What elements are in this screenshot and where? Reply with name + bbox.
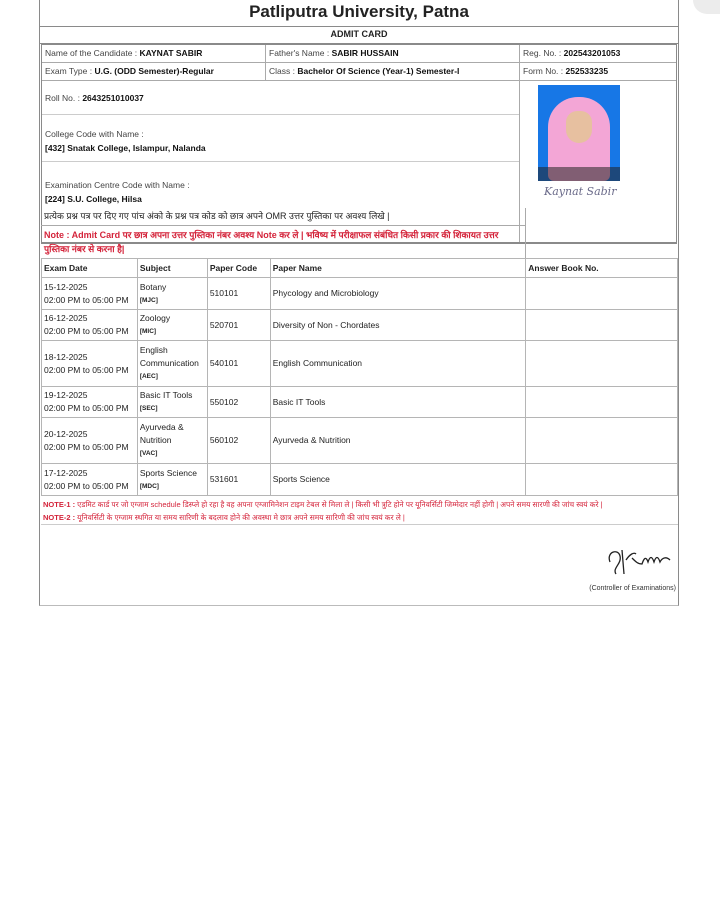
paper-code-cell: 560102 bbox=[207, 418, 270, 464]
table-row bbox=[42, 387, 678, 418]
father-name: SABIR HUSSAIN bbox=[331, 48, 399, 58]
exam-schedule-table bbox=[41, 258, 678, 496]
col-paper-name: Paper Name bbox=[270, 259, 526, 278]
answer-book-cell bbox=[526, 464, 678, 496]
exam-date-cell: 15-12-2025 02:00 PM to 05:00 PM bbox=[42, 278, 138, 310]
note-2: NOTE-2 : यूनिवर्सिटी के एग्जाम स्थगित या समय सारिणी के बदलाव होने की अवस्था मे छात्र अपने समय सारिणी की जांच स्वयं कर ले | bbox=[43, 513, 405, 522]
exam-date-cell: 16-12-2025 02:00 PM to 05:00 PM bbox=[42, 310, 138, 341]
roll-no: 2643251010037 bbox=[82, 93, 144, 103]
paper-code-cell: 550102 bbox=[207, 387, 270, 418]
answer-book-cell bbox=[526, 278, 678, 310]
college-name: [432] Snatak College, Islampur, Nalanda bbox=[45, 143, 206, 153]
subject-cell: English Communication [AEC] bbox=[137, 341, 207, 387]
subject-tag: [MDC] bbox=[139, 482, 159, 490]
exam-date-cell: 20-12-2025 02:00 PM to 05:00 PM bbox=[42, 418, 138, 464]
class-name: Bachelor Of Science (Year-1) Semester-I bbox=[297, 66, 460, 76]
subject-tag: [AEC] bbox=[139, 373, 158, 380]
subject-tag: [MIC] bbox=[139, 328, 157, 335]
exam-centre-name: [224] S.U. College, Hilsa bbox=[45, 194, 142, 204]
reg-no-cell: Reg. No. : 202543201053 bbox=[523, 48, 621, 58]
paper-code-cell: 540101 bbox=[207, 341, 270, 387]
college-cell: College Code with Name : [432] Snatak College, Islampur, Nalanda bbox=[42, 115, 519, 162]
subject-cell: Zoology [MIC] bbox=[137, 310, 207, 341]
father-name-cell: Father's Name : SABIR HUSSAIN bbox=[266, 45, 520, 62]
controller-signature bbox=[602, 542, 680, 578]
candidate-signature: Kaynat Sabir bbox=[544, 185, 617, 198]
subject-cell: Sports Science [MDC] bbox=[137, 464, 207, 496]
scroll-indicator bbox=[693, 0, 720, 14]
admit-card-title: ADMIT CARD bbox=[40, 26, 678, 44]
note-1: NOTE-1 : एडमिट कार्ड पर जो एग्जाम schedule डिस्प्ले हो रहा है वह अपना एग्जामिनेशन टाइम टेबल से मिला ले | किसी भी त्रुटि होने पर यूनिवर्सिटी जिम्मेदार नहीं होगी | अपने समय सारणी की जांच स्वयं करे | bbox=[43, 500, 603, 509]
class-cell: Class : Bachelor Of Science (Year-1) Semester-I bbox=[266, 63, 520, 80]
controller-label: (Controller of Examinations) bbox=[589, 585, 676, 592]
table-row bbox=[42, 464, 678, 496]
col-subject: Subject bbox=[137, 259, 207, 278]
paper-name-cell: Ayurveda & Nutrition bbox=[270, 418, 526, 464]
paper-code-cell: 531601 bbox=[207, 464, 270, 496]
answer-book-cell bbox=[526, 418, 678, 464]
exam-date-cell: 19-12-2025 02:00 PM to 05:00 PM bbox=[42, 387, 138, 418]
paper-name-cell: Sports Science bbox=[270, 464, 526, 496]
university-title: Patliputra University, Patna bbox=[40, 0, 678, 27]
table-row bbox=[42, 341, 678, 387]
exam-centre-cell: Examination Centre Code with Name : [224] S.U. College, Hilsa bbox=[42, 162, 519, 242]
paper-name-cell: Diversity of Non - Chordates bbox=[270, 310, 526, 341]
paper-code-cell: 520701 bbox=[207, 310, 270, 341]
paper-code-cell: 510101 bbox=[207, 278, 270, 310]
info-row-1 bbox=[42, 45, 676, 63]
subject-tag: [VAC] bbox=[139, 450, 158, 457]
answer-book-cell bbox=[526, 387, 678, 418]
exam-type: U.G. (ODD Semester)-Regular bbox=[94, 66, 214, 76]
col-answer-book: Answer Book No. bbox=[526, 259, 678, 278]
answer-book-cell bbox=[526, 310, 678, 341]
table-row bbox=[42, 418, 678, 464]
answer-book-cell bbox=[526, 341, 678, 387]
exam-date-cell: 18-12-2025 02:00 PM to 05:00 PM bbox=[42, 341, 138, 387]
paper-name-cell: Phycology and Microbiology bbox=[270, 278, 526, 310]
reg-no: 202543201053 bbox=[563, 48, 621, 58]
form-no: 252533235 bbox=[565, 66, 609, 76]
col-exam-date: Exam Date bbox=[42, 259, 138, 278]
blank-cell bbox=[525, 208, 678, 258]
candidate-name: KAYNAT SABIR bbox=[139, 48, 203, 58]
instructions bbox=[41, 208, 525, 258]
admit-card bbox=[39, 0, 679, 606]
candidate-name-cell: Name of the Candidate : KAYNAT SABIR bbox=[42, 45, 266, 62]
roll-no-cell: Roll No. : 2643251010037 bbox=[42, 81, 519, 115]
subject-tag: [SEC] bbox=[139, 405, 158, 412]
table-row bbox=[42, 310, 678, 341]
form-no-cell: Form No. : 252533235 bbox=[523, 66, 609, 76]
col-paper-code: Paper Code bbox=[207, 259, 270, 278]
subject-cell: Ayurveda & Nutrition [VAC] bbox=[137, 418, 207, 464]
table-row bbox=[42, 278, 678, 310]
paper-name-cell: English Communication bbox=[270, 341, 526, 387]
table-header-row bbox=[42, 259, 678, 278]
footer-notes bbox=[41, 498, 678, 525]
exam-type-cell: Exam Type : U.G. (ODD Semester)-Regular bbox=[42, 63, 266, 80]
exam-date-cell: 17-12-2025 02:00 PM to 05:00 PM bbox=[42, 464, 138, 496]
paper-name-cell: Basic IT Tools bbox=[270, 387, 526, 418]
info-row-2 bbox=[42, 63, 676, 81]
subject-cell: Basic IT Tools [SEC] bbox=[137, 387, 207, 418]
candidate-photo bbox=[538, 85, 620, 181]
omr-instruction: प्रत्येक प्रश्न पत्र पर दिए गए पांच अंको के प्रश्न पत्र कोड को छात्र अपने OMR उत्तर पुस्तिका पर अवश्य लिखे | bbox=[41, 208, 525, 226]
subject-tag: [MJC] bbox=[139, 296, 158, 304]
answer-book-note: Note : Admit Card पर छात्र अपना उत्तर पुस्तिका नंबर अवश्य Note कर ले | भविष्य में परीक्षाफल संबंधित किसी प्रकार की शिकायत उत्तर पुस्तिका नंबर से करना है| bbox=[44, 230, 499, 254]
subject-cell: Botany [MJC] bbox=[137, 278, 207, 310]
